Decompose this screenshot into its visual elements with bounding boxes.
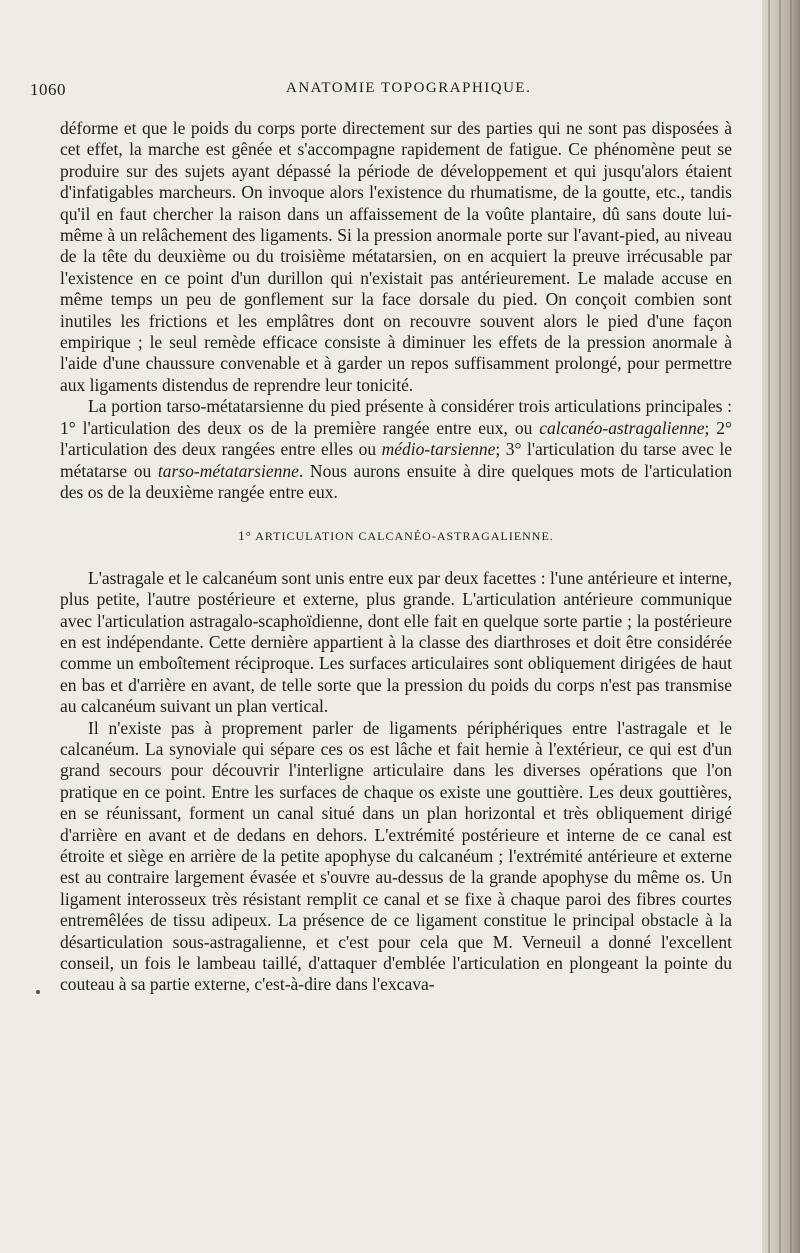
page-header: [30, 80, 750, 106]
term-calcaneo-astragalienne: calcanéo-astragalienne: [539, 417, 705, 438]
paragraph-text: La portion tarso-métatarsienne du pied présente à considérer trois articulations principales : 1° l'articulation des deux os de la première rangée entre eux, ou: [60, 396, 732, 438]
section-heading: [60, 525, 732, 547]
paragraph-text: ; 2° l'articulation des deux rangées entre elles ou: [60, 417, 732, 460]
edge-line: [790, 0, 792, 1253]
paragraph-ligaments: Il n'existe pas à proprement parler de ligaments périphériques entre l'astragale et le calcanéum. La synoviale qui sépare ces os est lâche et fait hernie à l'extérieur, ce qui est d'un grand secours pour découvrir l'interligne articulaire dans les diverses opérations que l'on pratique en ce point. Entre les surfaces de chaque os existe une gouttière. Les deux gouttières, en se réunissant, forment un canal situé dans un plan horizontal et très obliquement dirigé d'arrière en avant et de dedans en dehors. L'extrémité postérieure et interne de ce canal est étroite et siège en arrière de la petite apophyse du calcanéum ; l'extrémité antérieure et externe est au contraire largement évasée et s'ouvre au-dessus de la grande apophyse du même os. Un ligament interosseux très résistant remplit ce canal et se fixe à chaque paroi des fibres courtes entremêlées de tissu adipeux. La présence de ce ligament constitue le principal obstacle à la désarticulation sous-astragalienne, et c'est pour cela que M. Verneuil a donné l'excellent conseil, un fois le lambeau taillé, d'attaquer d'emblée l'articulation en plongeant la pointe du couteau à sa partie externe, c'est-à-dire dans l'excava-: [60, 717, 732, 995]
paragraph-articulations: [60, 396, 732, 503]
paragraph-astragale: L'astragale et le calcanéum sont unis entre eux par deux facettes : l'une antérieure et interne, plus petite, l'autre postérieure et externe, plus grande. L'articulation antérieure communique avec l'articulation astragalo-scaphoïdienne, dont elle fait en quelque sorte partie ; la postérieure en est indépendante. Cette dernière appartient à la classe des diarthroses et doit être considérée comme un emboîtement réciproque. Les surfaces articulaires sont obliquement dirigées de haut en bas et d'arrière en avant, de telle sorte que la pression du poids du corps n'est pas transmise au calcanéum suivant un plan vertical.: [60, 567, 732, 717]
term-tarso-metatarsienne: tarso-métatarsienne: [157, 460, 299, 481]
margin-dot: [36, 990, 40, 994]
paragraph-continuation: déforme et que le poids du corps porte directement sur des parties qui ne sont pas disposées à cet effet, la marche est gênée et s'accompagne rapidement de fatigue. Ce phénomène peut se produire sur des sujets ayant dépassé la période de développement et qui jusqu'alors étaient d'infatigables marcheurs. On invoque alors l'existence du rhumatisme, de la goutte, etc., tandis qu'il en faut chercher la raison dans un affaissement de la voûte plantaire, dû sans doute lui-même à un relâchement des ligaments. Si la pression anormale porte sur l'avant-pied, au niveau de la tête du deuxième ou du troisième métatarsien, on en acquiert la preuve irrécusable par l'existence en ce point d'un durillon qui n'existait pas antérieurement. Le malade accuse en même temps un peu de gonflement sur la face dorsale du pied. On conçoit combien sont inutiles les frictions et les emplâtres dont on recouvre souvent alors le pied d'une façon empirique ; le seul remède efficace consiste à diminuer les effets de la pression anormale à l'aide d'une chaussure convenable et à garder un repos suffisamment prolongé, pour permettre aux ligaments distendus de reprendre leur tonicité.: [60, 118, 732, 395]
section-title: ARTICULATION CALCANÉO-ASTRAGALIENNE.: [255, 529, 554, 544]
section-number: 1°: [238, 528, 252, 544]
running-title: ANATOMIE TOPOGRAPHIQUE.: [286, 80, 532, 96]
page-edge-shadow: [762, 0, 800, 1253]
paragraph-text: ; 3° l'articulation du tarse avec le métatarse ou: [60, 439, 732, 481]
edge-line: [768, 0, 770, 1253]
term-medio-tarsienne: médio-tarsienne: [381, 439, 496, 460]
edge-line: [779, 0, 781, 1253]
page-number: 1060: [30, 80, 66, 99]
paragraph-text: . Nous aurons ensuite à dire quelques mots de l'articulation des os de la deuxième rangée entre eux.: [60, 460, 732, 502]
body-text: [60, 118, 732, 996]
